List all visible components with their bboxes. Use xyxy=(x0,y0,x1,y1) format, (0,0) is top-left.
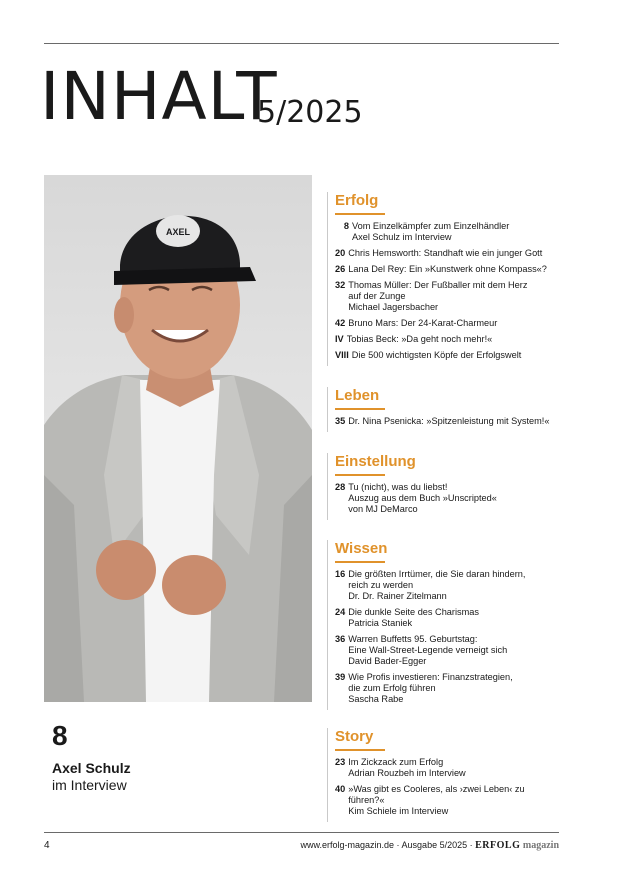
toc-entry-line: Die dunkle Seite des Charismas xyxy=(348,607,479,617)
feature-subtitle: im Interview xyxy=(52,777,127,793)
toc-page-number: IV xyxy=(335,334,344,344)
toc-page-number: 36 xyxy=(335,634,346,644)
toc-entry-text xyxy=(352,221,560,243)
cover-photo-axel-schulz xyxy=(44,175,312,702)
toc-entry-line: Die größten Irrtümer, die Sie daran hindern, xyxy=(348,569,526,579)
footer-brand-sub: magazin xyxy=(522,840,559,851)
toc-entry-line: Axel Schulz im Interview xyxy=(352,232,452,242)
toc-entry-text xyxy=(348,569,560,602)
toc-entry-line: Thomas Müller: Der Fußballer mit dem Herz xyxy=(348,280,528,290)
section-title: Leben xyxy=(335,387,380,404)
toc-entry[interactable] xyxy=(335,334,560,345)
toc-page-number: 24 xyxy=(335,607,346,617)
toc-entry-line: Bruno Mars: Der 24-Karat-Charmeur xyxy=(348,318,498,328)
toc-entry[interactable] xyxy=(335,757,560,779)
toc-page-number: 32 xyxy=(335,280,346,290)
toc-entry-line: Sascha Rabe xyxy=(348,694,404,704)
toc-page-number: 40 xyxy=(335,784,346,794)
toc-entry-line: Auszug aus dem Buch »Unscripted« xyxy=(348,493,497,503)
toc-entry-text xyxy=(348,607,560,629)
toc-list xyxy=(328,482,560,515)
toc-entry[interactable] xyxy=(335,280,560,313)
toc-entry-text xyxy=(348,318,560,329)
feature-caption xyxy=(52,722,292,793)
toc-entry-line: David Bader-Egger xyxy=(348,656,427,666)
toc-entry-line: Eine Wall-Street-Legende verneigt sich xyxy=(348,645,508,655)
toc-list xyxy=(328,416,560,427)
toc-page-number: 39 xyxy=(335,672,346,682)
toc-entry[interactable] xyxy=(335,350,560,361)
toc-entry-text xyxy=(348,248,560,259)
toc-entry-line: Tobias Beck: »Da geht noch mehr!« xyxy=(346,334,493,344)
toc-page-number: 8 xyxy=(343,221,349,231)
toc-list xyxy=(328,757,560,817)
section-leben xyxy=(327,387,560,432)
section-underline xyxy=(335,408,385,410)
toc-page-number: 28 xyxy=(335,482,346,492)
section-underline xyxy=(335,213,385,215)
toc-list xyxy=(328,221,560,361)
toc-entry-text xyxy=(348,416,560,427)
toc-entry-text xyxy=(348,672,560,705)
toc-entry-text xyxy=(348,634,560,667)
toc-entry-line: Patricia Staniek xyxy=(348,618,413,628)
section-title: Wissen xyxy=(335,540,388,557)
toc-entry[interactable] xyxy=(335,264,560,275)
toc-entry-line: Vom Einzelkämpfer zum Einzelhändler xyxy=(352,221,510,231)
cap-logo-text: AXEL xyxy=(165,227,191,237)
footer-separator: · xyxy=(396,840,400,850)
footer-separator: · xyxy=(469,840,473,850)
toc-page-number: 26 xyxy=(335,264,346,274)
section-erfolg xyxy=(327,192,560,366)
toc-entry-text xyxy=(352,350,560,361)
bottom-rule xyxy=(44,832,559,833)
toc-entry-line: Michael Jagersbacher xyxy=(348,302,439,312)
section-story xyxy=(327,728,560,822)
section-einstellung xyxy=(327,453,560,520)
section-underline xyxy=(335,561,385,563)
toc-entry-line: Adrian Rouzbeh im Interview xyxy=(348,768,466,778)
toc-entry-line: Warren Buffetts 95. Geburtstag: xyxy=(348,634,478,644)
toc-entry-line: Wie Profis investieren: Finanzstrategien, xyxy=(348,672,513,682)
toc-page-number: 42 xyxy=(335,318,346,328)
toc-page-number: VIII xyxy=(335,350,349,360)
toc-entry[interactable] xyxy=(335,672,560,705)
toc-entry-text xyxy=(348,264,560,275)
section-wissen xyxy=(327,540,560,710)
toc-entry[interactable] xyxy=(335,318,560,329)
toc-entry-line: Lana Del Rey: Ein »Kunstwerk ohne Kompass«? xyxy=(348,264,547,274)
footer-info xyxy=(300,840,559,851)
toc-page-number: 20 xyxy=(335,248,346,258)
toc-entry-line: Tu (nicht), was du liebst! xyxy=(348,482,448,492)
toc-entry[interactable] xyxy=(335,482,560,515)
toc-entry-text xyxy=(348,757,560,779)
feature-name: Axel Schulz xyxy=(52,760,131,776)
section-underline xyxy=(335,474,385,476)
toc-entry[interactable] xyxy=(335,416,560,427)
toc-page-number: 35 xyxy=(335,416,346,426)
toc-entry-text xyxy=(348,280,560,313)
footer-brand: ERFOLG xyxy=(475,840,521,851)
toc-entry-line: auf der Zunge xyxy=(348,291,406,301)
toc-entry-text xyxy=(347,334,560,345)
footer-issue: Ausgabe 5/2025 xyxy=(401,840,468,850)
feature-page-number: 8 xyxy=(52,720,68,751)
top-rule xyxy=(44,43,559,44)
section-title: Story xyxy=(335,728,374,745)
toc-entry-line: Kim Schiele im Interview xyxy=(348,806,449,816)
toc-entry-line: Die 500 wichtigsten Köpfe der Erfolgswelt xyxy=(351,350,522,360)
toc-page-number: 16 xyxy=(335,569,346,579)
toc-entry-line: Dr. Nina Psenicka: »Spitzenleistung mit System!« xyxy=(348,416,550,426)
toc-entry-line: reich zu werden xyxy=(348,580,414,590)
toc-entry-line: Chris Hemsworth: Standhaft wie ein junger Gott xyxy=(348,248,543,258)
toc-entry-text xyxy=(348,784,560,817)
toc-entry-line: die zum Erfolg führen xyxy=(348,683,436,693)
toc-entry-line: Im Zickzack zum Erfolg xyxy=(348,757,444,767)
section-underline xyxy=(335,749,385,751)
toc-entry[interactable] xyxy=(335,569,560,602)
toc-entry[interactable] xyxy=(335,607,560,629)
section-title: Erfolg xyxy=(335,192,379,209)
footer-page-number: 4 xyxy=(44,840,50,851)
toc-entry[interactable] xyxy=(335,784,560,817)
toc-list xyxy=(328,569,560,705)
footer-url[interactable]: www.erfolg-magazin.de xyxy=(300,840,395,850)
toc-entry-line: von MJ DeMarco xyxy=(348,504,418,514)
toc-entry[interactable] xyxy=(335,221,560,243)
section-title: Einstellung xyxy=(335,453,416,470)
page-title: INHALT xyxy=(40,58,278,135)
toc-entry-text xyxy=(348,482,560,515)
toc-entry[interactable] xyxy=(335,248,560,259)
toc-entry[interactable] xyxy=(335,634,560,667)
toc-entry-line: Dr. Dr. Rainer Zitelmann xyxy=(348,591,447,601)
issue-number: 5/2025 xyxy=(257,95,363,130)
toc-entry-line: »Was gibt es Cooleres, als ›zwei Leben‹ zu führen?« xyxy=(348,784,525,805)
toc-page-number: 23 xyxy=(335,757,346,767)
